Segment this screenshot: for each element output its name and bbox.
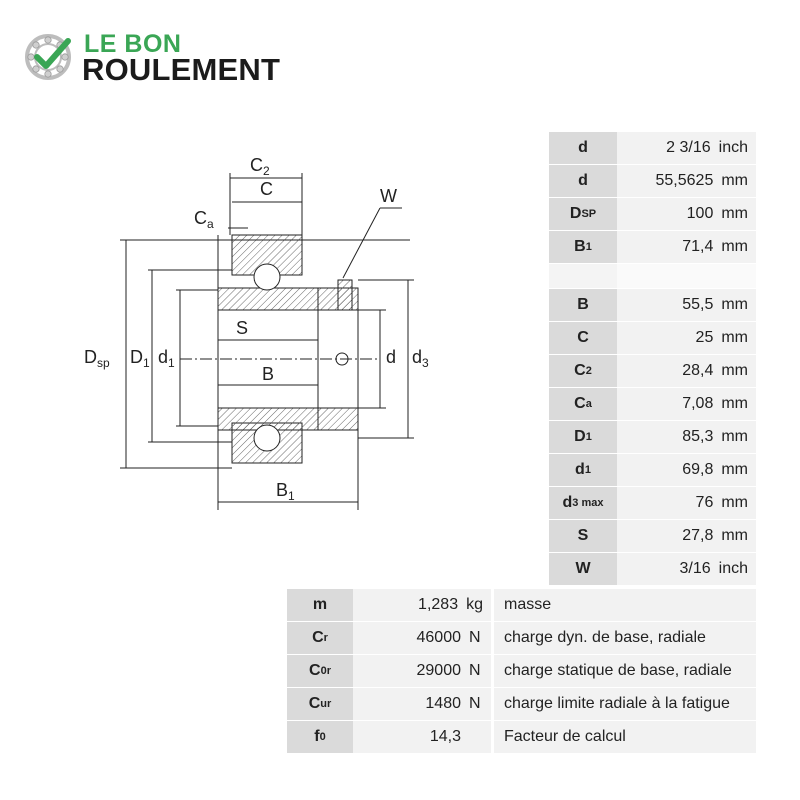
property-value: 46000 N xyxy=(353,622,491,655)
bearing-cross-section-drawing xyxy=(80,140,450,520)
dimension-symbol: D SP xyxy=(549,198,617,231)
property-symbol: f 0 xyxy=(287,721,353,754)
label-d1-inner: $d_1$ xyxy=(158,347,175,370)
dimension-symbol: C xyxy=(549,322,617,355)
dimension-value: 7,08 mm xyxy=(617,388,756,421)
logo-text-top: LE BON xyxy=(84,30,182,58)
table-row xyxy=(549,421,756,454)
dimension-value: 69,8 mm xyxy=(617,454,756,487)
logo-text-bottom: ROULEMENT xyxy=(82,52,281,87)
label-d1-outer: $D_1$ xyxy=(130,347,150,370)
bearing-check-icon xyxy=(24,32,74,82)
dimension-value: 28,4 mm xyxy=(617,355,756,388)
dimension-symbol: B 1 xyxy=(549,231,617,264)
property-value: 29000 N xyxy=(353,655,491,688)
dimension-symbol: d xyxy=(549,165,617,198)
table-spacer xyxy=(549,264,756,289)
dimension-value: 85,3 mm xyxy=(617,421,756,454)
dimension-symbol: W xyxy=(549,553,617,586)
label-ca: $C_a$ xyxy=(194,208,214,231)
table-row xyxy=(549,454,756,487)
table-row xyxy=(287,622,756,655)
property-value: 14,3 xyxy=(353,721,491,754)
dimension-symbol: S xyxy=(549,520,617,553)
property-description: masse xyxy=(491,589,756,622)
label-c2: $C_2$ xyxy=(250,155,270,178)
brand-logo[interactable] xyxy=(24,28,304,87)
property-symbol: C 0r xyxy=(287,655,353,688)
table-row xyxy=(287,589,756,622)
table-row xyxy=(549,289,756,322)
dimension-value: 100 mm xyxy=(617,198,756,231)
property-description: charge statique de base, radiale xyxy=(491,655,756,688)
dimension-symbol: d 1 xyxy=(549,454,617,487)
label-b: B xyxy=(262,364,275,384)
property-description: charge dyn. de base, radiale xyxy=(491,622,756,655)
dimension-value: 2 3/16 inch xyxy=(617,132,756,165)
property-symbol: C r xyxy=(287,622,353,655)
table-row xyxy=(287,721,756,754)
table-row xyxy=(287,688,756,721)
table-row xyxy=(549,198,756,231)
table-row xyxy=(549,231,756,264)
property-description: Facteur de calcul xyxy=(491,721,756,754)
dimension-symbol: d 3 max xyxy=(549,487,617,520)
dimension-value: 55,5625 mm xyxy=(617,165,756,198)
label-d: d xyxy=(386,347,397,367)
label-b1: $B_1$ xyxy=(276,480,295,503)
label-d3: $d_3$ xyxy=(412,347,429,370)
dimension-value: 55,5 mm xyxy=(617,289,756,322)
label-dsp: $D_{sp}$ xyxy=(84,347,110,370)
dimension-value: 27,8 mm xyxy=(617,520,756,553)
label-c: C xyxy=(260,179,273,199)
label-s: S xyxy=(236,318,249,338)
dimension-value: 25 mm xyxy=(617,322,756,355)
table-row xyxy=(549,165,756,198)
property-value: 1,283 kg xyxy=(353,589,491,622)
table-row xyxy=(549,520,756,553)
properties-table xyxy=(287,589,756,754)
dimension-value: 76 mm xyxy=(617,487,756,520)
dimension-symbol: D 1 xyxy=(549,421,617,454)
table-row xyxy=(549,388,756,421)
property-symbol: m xyxy=(287,589,353,622)
table-row xyxy=(287,655,756,688)
property-value: 1480 N xyxy=(353,688,491,721)
dimension-symbol: d xyxy=(549,132,617,165)
property-symbol: C ur xyxy=(287,688,353,721)
label-w: W xyxy=(380,186,397,206)
table-row xyxy=(549,487,756,520)
dimensions-table xyxy=(549,132,756,586)
dimension-symbol: C 2 xyxy=(549,355,617,388)
dimension-value: 3/16 inch xyxy=(617,553,756,586)
table-row xyxy=(549,132,756,165)
dimension-symbol: C a xyxy=(549,388,617,421)
dimension-value: 71,4 mm xyxy=(617,231,756,264)
table-row xyxy=(549,355,756,388)
table-row xyxy=(549,322,756,355)
table-row xyxy=(549,553,756,586)
property-description: charge limite radiale à la fatigue xyxy=(491,688,756,721)
dimension-symbol: B xyxy=(549,289,617,322)
